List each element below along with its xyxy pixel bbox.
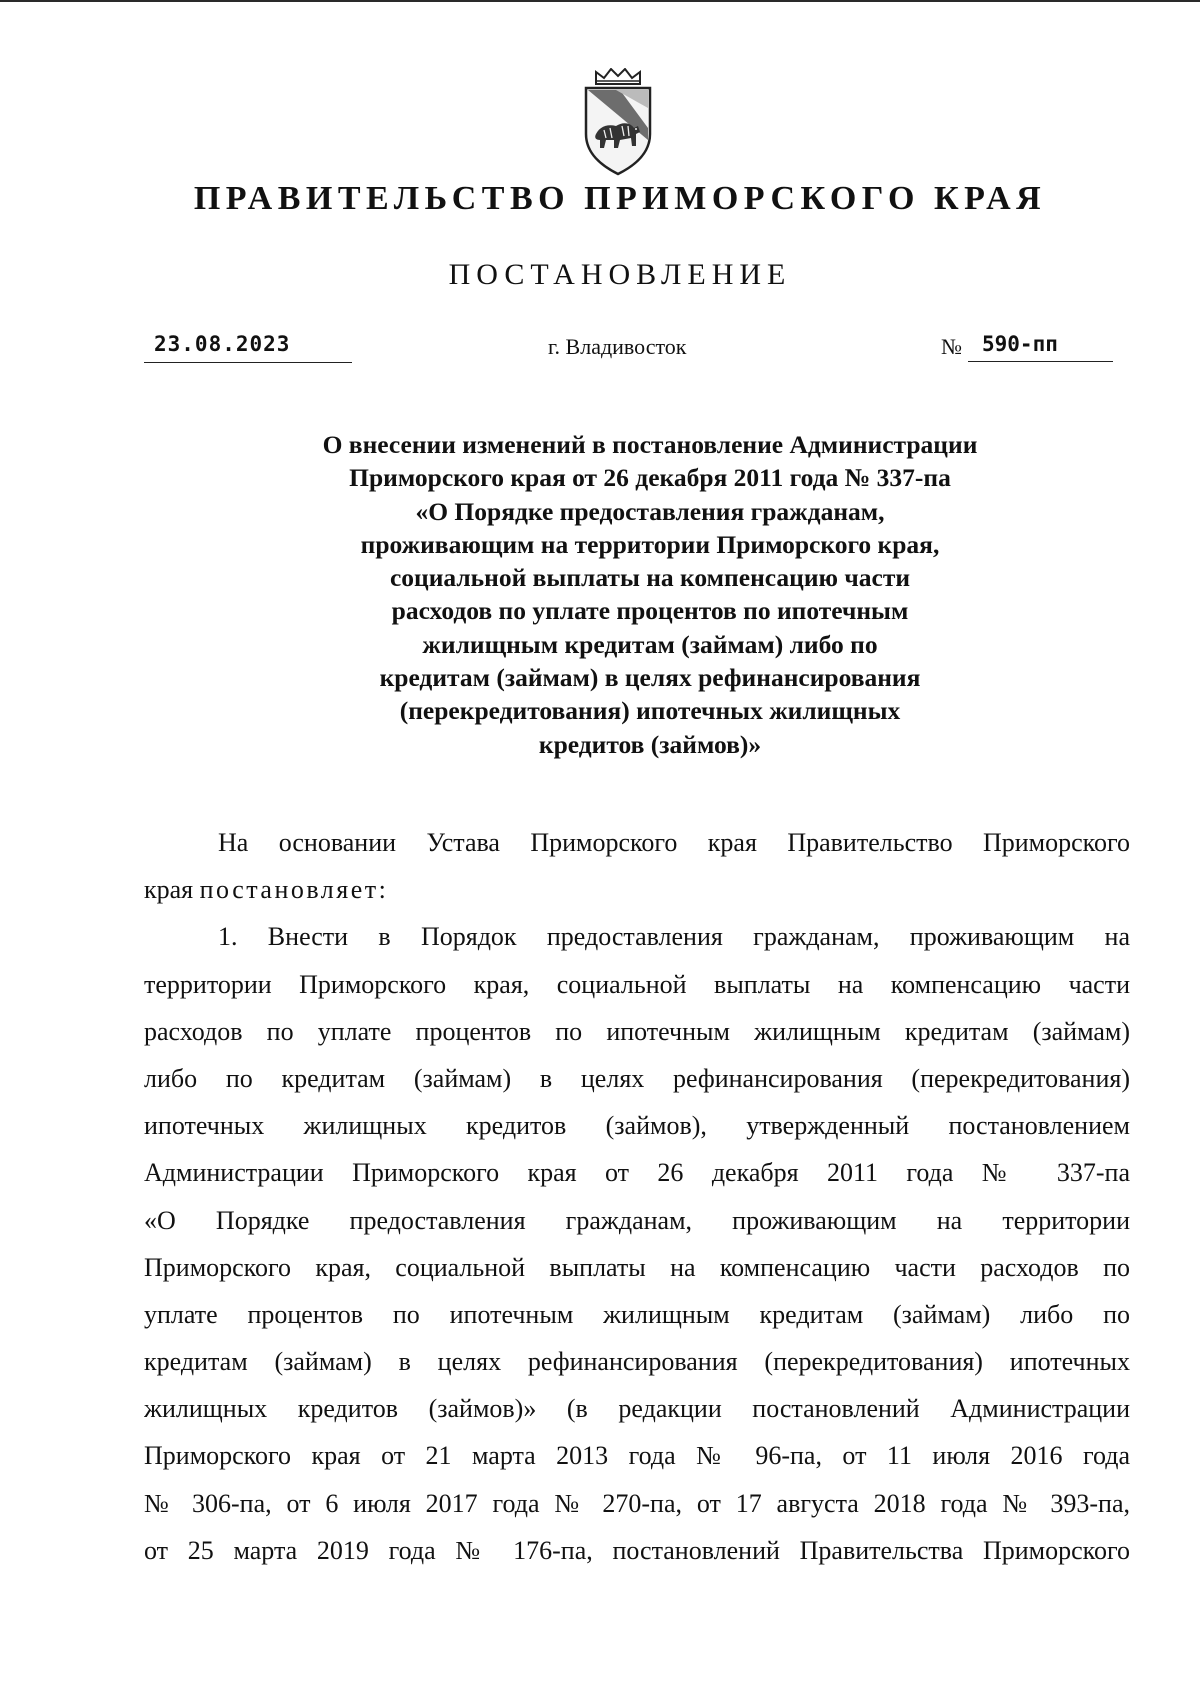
item-1-line: либо по кредитам (займам) в целях рефинансирования (перекредитования) <box>144 1063 1130 1093</box>
document-date: 23.08.2023 <box>144 332 352 363</box>
document-heading <box>200 428 1100 761</box>
heading-line: (перекредитования) ипотечных жилищных <box>399 696 901 726</box>
document-number-block <box>941 332 1113 362</box>
item-1-line: расходов по уплате процентов по ипотечным жилищным кредитам (займам) <box>144 1016 1130 1046</box>
document-number: 590-пп <box>968 332 1113 362</box>
preamble-line: На основании Устава Приморского края Правительство Приморского <box>218 828 1130 857</box>
document-city: г. Владивосток <box>548 334 687 359</box>
item-1-line: Администрации Приморского края от 26 декабря 2011 года № 337-па <box>144 1158 1130 1188</box>
heading-line: жилищным кредитам (займам) либо по <box>422 629 878 659</box>
government-title: ПРАВИТЕЛЬСТВО ПРИМОРСКОГО КРАЯ <box>193 180 1047 217</box>
heading-line: кредитам (займам) в целях рефинансирования <box>379 663 921 693</box>
preamble-start: края <box>144 875 200 905</box>
preamble-line <box>144 866 1130 913</box>
item-1-line: кредитам (займам) в целях рефинансирования (перекредитования) ипотечных <box>144 1347 1130 1377</box>
preamble-verb: постановляет: <box>199 875 389 905</box>
item-1-line: уплате процентов по ипотечным жилищным кредитам (займам) либо по <box>144 1299 1130 1329</box>
number-sign: № <box>941 334 962 359</box>
item-1-line: Приморского края от 21 марта 2013 года № 96-па, от 11 июля 2016 года <box>144 1441 1130 1471</box>
document-type: ПОСТАНОВЛЕНИЕ <box>448 258 792 291</box>
item-1-line: № 306-па, от 6 июля 2017 года № 270-па, от 17 августа 2018 года № 393-па, <box>144 1488 1130 1518</box>
heading-line: расходов по уплате процентов по ипотечным <box>391 596 909 626</box>
heading-line: проживающим на территории Приморского края, <box>360 529 940 559</box>
heading-line: кредитов (займов)» <box>538 729 762 759</box>
item-1-line: территории Приморского края, социальной выплаты на компенсацию части <box>144 969 1130 999</box>
heading-line: социальной выплаты на компенсацию части <box>389 563 911 593</box>
coat-of-arms-emblem <box>582 68 654 178</box>
item-1-line: Приморского края, социальной выплаты на компенсацию части расходов по <box>144 1252 1130 1282</box>
item-1-line: «О Порядке предоставления гражданам, проживающим на территории <box>144 1205 1130 1235</box>
document-body <box>144 819 1130 1574</box>
heading-line: «О Порядке предоставления гражданам, <box>415 496 885 526</box>
item-1-line: от 25 марта 2019 года № 176-па, постановлений Правительства Приморского <box>144 1535 1130 1565</box>
top-border-line <box>0 0 1200 2</box>
item-1-line: 1. Внести в Порядок предоставления гражданам, проживающим на <box>218 922 1130 952</box>
heading-line: О внесении изменений в постановление Администрации <box>322 430 978 459</box>
item-1-line: ипотечных жилищных кредитов (займов), утвержденный постановлением <box>144 1111 1130 1141</box>
item-1-line: жилищных кредитов (займов)» (в редакции постановлений Администрации <box>144 1394 1130 1424</box>
heading-line: Приморского края от 26 декабря 2011 года № 337-па <box>349 463 951 493</box>
